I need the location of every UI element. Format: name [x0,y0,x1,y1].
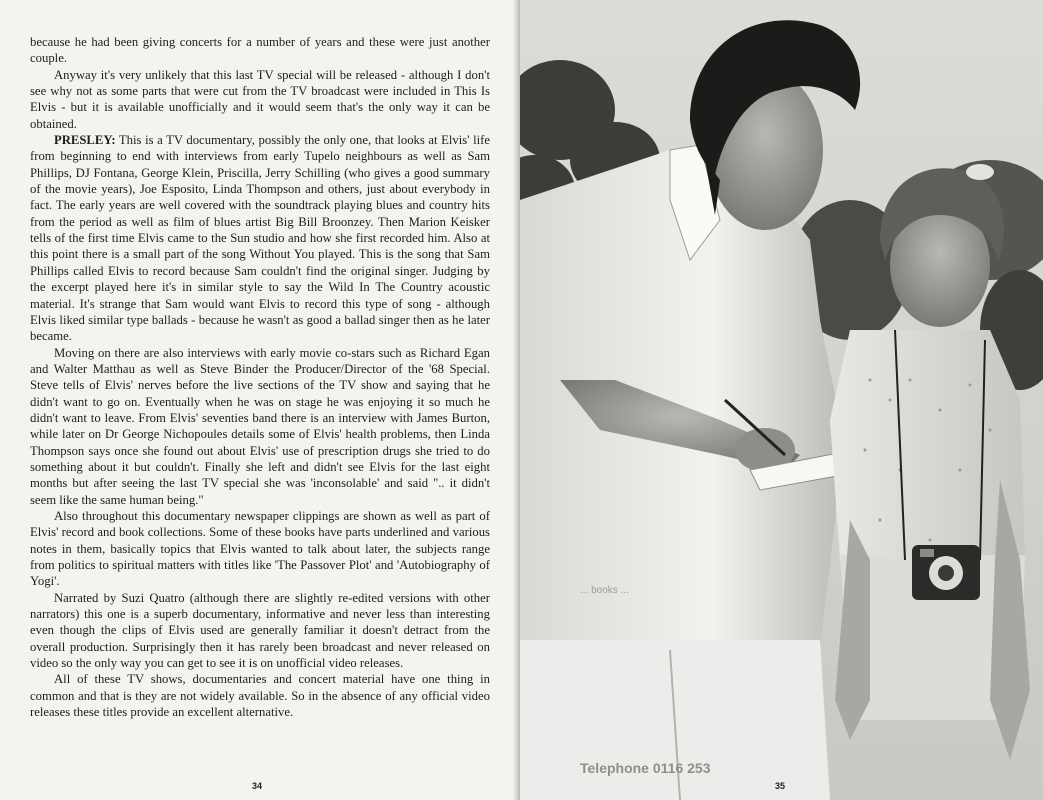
paragraph-1 [30,34,490,67]
page-number-right: 35 [775,781,786,791]
paragraph-text: Also throughout this documentary newspaper clippings are shown as well as part of Elvis' record and book collections. Some of these books have parts underlined and various notes in them, basically topics that Elvis wanted to talk about later, the subjects range from politics to spiritual matters with titles like 'The Passover Plot' and 'Autobiography of Yogi'. [30,508,490,589]
paragraph-text: Anyway it's very unlikely that this last TV special will be released - although I don't see why not as some parts that were cut from the TV broadcast were included in This Is Elvis - but it is available unofficially and it would seem that's the only way it can be obtained. [30,67,490,131]
paragraph-text: Narrated by Suzi Quatro (although there are slightly re-edited versions with other narrators) this one is a superb documentary, informative and never less than interesting even though the clips of Elvis used are generally familiar it doesn't detract from the overall production. Surprisingly then it has rarely been broadcast and never released on video so the only way you can get to see it is on unofficial video releases. [30,590,490,671]
photo-elvis-signing-autograph [520,0,1043,800]
paragraph-2 [30,67,490,132]
bleed-through-text: Telephone 0116 253 [580,760,711,776]
paragraph-3 [30,132,490,344]
paragraph-text: All of these TV shows, documentaries and concert material have one thing in common and that is they are not widely available. So in the absence of any official video releases these titles provide an excellent alternative. [30,672,490,720]
page-number-left: 34 [252,781,263,791]
paragraph-text: This is a TV documentary, possibly the only one, that looks at Elvis' life from beginning to end with interviews from early Tupelo neighbours as well as Sam Phillips, DJ Fontana, George Klein, Priscilla, Jerry Schilling (who gives a good summary of the movie years), Joe Esposito, Linda Thompson and others, just about everybody in fact. The early years are well covered with the soundtrack playing blues and country hits from the period as well as film of blues artist Big Bill Broonzey. Then Marion Keisker tells of the first time Elvis came to the Sun studio and how she first recorded him. Also at this point there is a small part of the song Without You played. This is the song that Sam Phillips called Elvis to record because Sam couldn't find the original singer. Judging by the excerpt played here it's in similar style to say the Wild In The Country acoustic material. It's strange that Sam would want Elvis to record this type of song - although Elvis liked similar type ballads - because he wasn't as good a ballad singer then as he later became. [30,133,490,344]
girl-hair-bow [966,164,994,180]
right-page [520,0,1043,800]
paragraph-text: Moving on there are also interviews with early movie co-stars such as Richard Egan and Walter Matthau as well as Steve Binder the Producer/Director of the '68 Special. Steve tells of Elvis' nerves before the live sections of the TV show and saying that he didn't want to go on. Eventually when he was on stage he was enjoying it so much he didn't want to leave. From Elvis' seventies band there is an interview with James Burton, while later on Dr George Nichopoules details some of Elvis' health problems, then Linda Thompson says once she found out about Elvis' use of prescription drugs she tried to do something about it but couldn't. Finally she left and didn't see Elvis for the last eight months but after seeing the last TV special she was 'inconsolable' and said ".. it didn't seem like the same human being." [30,345,490,507]
paragraph-6 [30,590,490,672]
section-heading-presley: PRESLEY: [54,133,116,148]
girl-blouse [830,330,1025,560]
body-text [30,34,490,720]
paragraph-text: because he had been giving concerts for a number of years and these were just another couple. [30,35,490,66]
paragraph-5 [30,508,490,590]
bleed-through-text: ... books ... [580,585,629,596]
paragraph-7 [30,671,490,720]
paragraph-4 [30,345,490,508]
left-page [0,0,520,800]
